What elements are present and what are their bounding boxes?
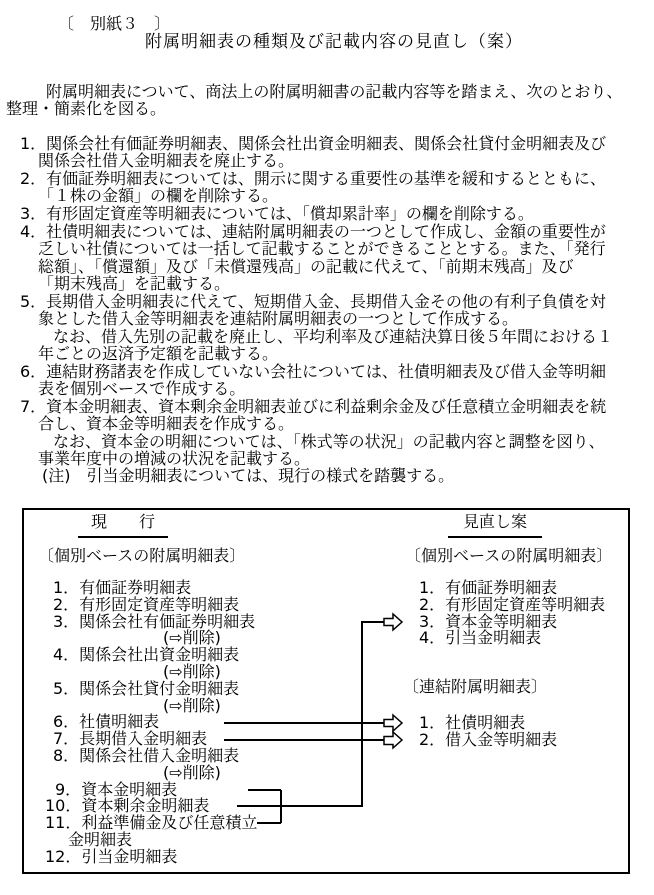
body-line: 整理・簡素化を図る。 bbox=[6, 99, 167, 118]
body-line: 表を個別ベースで作成する。 bbox=[38, 379, 246, 398]
revised-list-item: 3．資本金等明細表 bbox=[419, 611, 558, 631]
body-line: 年ごとの返済予定額を記載する。 bbox=[38, 344, 279, 363]
body-line: 事業年度中の増減の状況を記載する。 bbox=[38, 449, 311, 468]
body-line: なお、借入先別の記載を廃止し、平均利率及び連結決算日後５年間における１ bbox=[53, 327, 614, 346]
deleted-note: (⇨削除) bbox=[163, 661, 221, 681]
revised-individual-items-list bbox=[419, 580, 605, 647]
current-list-item: 11．利益準備金及び任意積立 bbox=[45, 813, 258, 833]
body-line: 「１株の金額」の欄を削除する。 bbox=[38, 186, 279, 205]
deleted-note: (⇨削除) bbox=[163, 695, 221, 715]
body-line: 「期末残高」を記載する。 bbox=[38, 274, 231, 293]
current-list-item: 2．有形固定資産等明細表 bbox=[53, 594, 240, 614]
current-list-item: 9．資本金明細表 bbox=[55, 779, 178, 799]
attachment-label: 〔 別紙３ 〕 bbox=[58, 14, 171, 33]
page-title: 附属明細表の種類及び記載内容の見直し（案） bbox=[145, 32, 523, 52]
revised-list-item: 2．借入金等明細表 bbox=[419, 729, 558, 749]
revised-subheader-consolidated: 〔連結附属明細表〕 bbox=[403, 677, 548, 696]
revised-column-header: 見直し案 bbox=[448, 514, 542, 538]
body-line: なお、資本金の明細については、「株式等の状況」の記載内容と調整を図り、 bbox=[53, 432, 605, 451]
current-subheader-individual: 〔個別ベースの附属明細表〕 bbox=[38, 546, 246, 565]
deleted-note: (⇨削除) bbox=[163, 762, 221, 782]
deleted-note: (⇨削除) bbox=[163, 628, 221, 648]
current-column-header: 現 行 bbox=[78, 514, 168, 538]
current-items-list bbox=[45, 580, 257, 866]
revised-list-item: 1．有価証券明細表 bbox=[419, 578, 558, 597]
body-line: 6．連結財務諸表を作成していない会社については、社債明細表及び借入金等明細 bbox=[20, 362, 606, 381]
current-list-item: 3．関係会社有価証券明細表 bbox=[53, 611, 256, 631]
body-line: 7．資本金明細表、資本剰余金明細表並びに利益剰余金及び任意積立金明細表を統 bbox=[20, 397, 607, 416]
body-line: 象とした借入金等明細表を連結附属明細表の一つとして作成する。 bbox=[38, 309, 519, 328]
current-list-item: 10．資本剰余金明細表 bbox=[45, 796, 210, 816]
current-list-item: 12．引当金明細表 bbox=[45, 846, 178, 866]
body-line: 附属明細表について、商法上の附属明細書の記載内容等を踏まえ、次のとおり、 bbox=[46, 82, 623, 101]
current-list-item: 金明細表 bbox=[68, 829, 133, 849]
body-line: 4．社債明細表については、連結附属明細表の一つとして作成し、金額の重要性が bbox=[20, 222, 606, 241]
revised-consolidated-items-list bbox=[419, 715, 557, 749]
body-line: 乏しい社債については一括して記載することができることとする。また、「発行 bbox=[38, 239, 606, 258]
current-list-item: 5．関係会社貸付金明細表 bbox=[53, 678, 240, 698]
current-list-item: 1．有価証券明細表 bbox=[53, 578, 192, 597]
current-list-item: 4．関係会社出資金明細表 bbox=[53, 645, 240, 665]
body-line: 1．関係会社有価証券明細表、関係会社出資金明細表、関係会社貸付金明細表及び bbox=[20, 134, 607, 153]
current-list-item: 8．関係会社借入金明細表 bbox=[53, 745, 240, 765]
revised-subheader-individual: 〔個別ベースの附属明細表〕 bbox=[405, 546, 613, 565]
body-line: 3．有形固定資産等明細表については、「償却累計率」の欄を削除する。 bbox=[20, 204, 534, 223]
revised-list-item: 1．社債明細表 bbox=[419, 713, 526, 732]
current-list-item: 7．長期借入金明細表 bbox=[53, 729, 208, 749]
body-line: 総額」、「償還額」及び「未償還残高」の記載に代えて、「前期末残高」及び bbox=[38, 257, 574, 276]
body-line: 2．有価証券明細表については、開示に関する重要性の基準を緩和するとともに、 bbox=[20, 169, 606, 188]
revised-list-item: 2．有形固定資産等明細表 bbox=[419, 594, 606, 614]
current-list-item: 6．社債明細表 bbox=[53, 712, 160, 732]
body-line: 関係会社借入金明細表を廃止する。 bbox=[38, 151, 295, 170]
revised-list-item: 4．引当金明細表 bbox=[419, 628, 542, 648]
note-line: (注) 引当金明細表については、現行の様式を踏襲する。 bbox=[42, 466, 455, 485]
body-line: 合し、資本金等明細表を作成する。 bbox=[38, 414, 295, 433]
body-line: 5．長期借入金明細表に代えて、短期借入金、長期借入金その他の有利子負債を対 bbox=[20, 292, 606, 311]
